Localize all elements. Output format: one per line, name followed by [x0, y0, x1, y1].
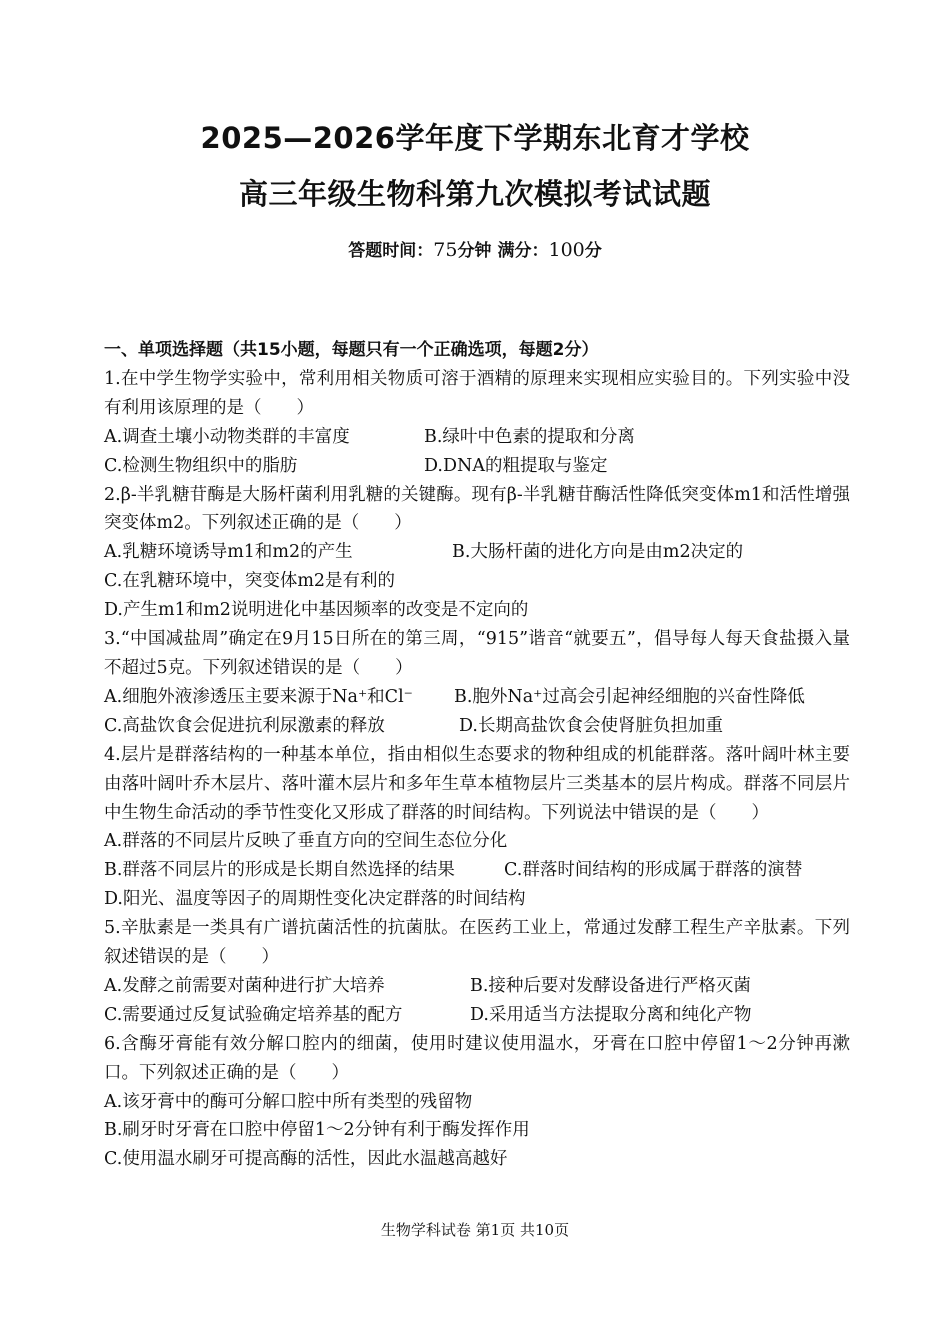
option-b: B.刷牙时牙膏在口腔中停留1～2分钟有利于酶发挥作用	[104, 1120, 530, 1141]
question-5	[104, 914, 850, 1030]
option-row	[104, 1001, 850, 1030]
option-a: A.该牙膏中的酶可分解口腔中所有类型的残留物	[104, 1091, 473, 1112]
option-b: B.群落不同层片的形成是长期自然选择的结果	[104, 860, 455, 881]
option-c: C.使用温水刷牙可提高酶的活性，因此水温越高越好	[104, 1149, 508, 1170]
time-label: 答题时间：	[348, 241, 434, 261]
option-c: C.在乳糖环境中，突变体m2是有利的	[104, 571, 396, 592]
option-d: D.长期高盐饮食会使肾脏负担加重	[459, 715, 723, 736]
question-stem: 4.层片是群落结构的一种基本单位，指由相似生态要求的物种组成的机能群落。落叶阔叶林主要由落叶阔叶乔木层片、落叶灌木层片和多年生草本植物层片三类基本的层片构成。群落不同层片中生物生命活动的季节性变化又形成了群落的时间结构。下列说法中错误的是（ ）	[104, 744, 850, 823]
question-stem: 3.“中国减盐周”确定在9月15日所在的第三周，“915”谐音“就要五”，倡导每人每天食盐摄入量不超过5克。下列叙述错误的是（ ）	[104, 629, 850, 678]
option-row	[104, 683, 850, 712]
option-c: C.检测生物组织中的脂肪	[104, 455, 298, 476]
option-d: D.阳光、温度等因子的周期性变化决定群落的时间结构	[104, 889, 526, 910]
option-c: C.需要通过反复试验确定培养基的配方	[104, 1004, 403, 1025]
time-value: 75	[433, 239, 458, 261]
option-a: A.发酵之前需要对菌种进行扩大培养	[104, 975, 385, 996]
time-unit: 分钟	[457, 241, 492, 261]
option-c: C.高盐饮食会促进抗利尿激素的释放	[104, 715, 385, 736]
option-row	[104, 856, 850, 885]
exam-info	[0, 236, 950, 261]
option-b: B.大肠杆菌的进化方向是由m2决定的	[452, 542, 744, 563]
option-a: A.细胞外液渗透压主要来源于Na⁺和Cl⁻	[104, 686, 413, 707]
question-stem: 2.β-半乳糖苷酶是大肠杆菌利用乳糖的关键酶。现有β-半乳糖苷酶活性降低突变体m1和活性增强突变体m2。下列叙述正确的是（ ）	[104, 484, 850, 534]
question-stem: 6.含酶牙膏能有效分解口腔内的细菌，使用时建议使用温水，牙膏在口腔中停留1～2分钟再漱口。下列叙述正确的是（ ）	[104, 1033, 850, 1083]
option-d: D.DNA的粗提取与鉴定	[424, 455, 608, 476]
question-2	[104, 481, 850, 626]
exam-title-line2: 高三年级生物科第九次模拟考试试题	[238, 177, 711, 211]
option-a: A.调查土壤小动物类群的丰富度	[104, 426, 350, 447]
question-4	[104, 741, 850, 914]
option-a: A.乳糖环境诱导m1和m2的产生	[104, 542, 353, 563]
question-6	[104, 1030, 850, 1175]
score-label: 满分：	[497, 241, 549, 261]
score-value: 100	[548, 239, 585, 261]
question-3	[104, 625, 850, 741]
question-1	[104, 365, 850, 481]
option-row	[104, 972, 850, 1001]
option-row	[104, 712, 850, 741]
option-a: A.群落的不同层片反映了垂直方向的空间生态位分化	[104, 831, 508, 852]
exam-title-line1: 2025—2026学年度下学期东北育才学校	[200, 121, 750, 155]
question-stem: 1.在中学生物学实验中，常利用相关物质可溶于酒精的原理来实现相应实验目的。下列实验中没有利用该原理的是（ ）	[104, 368, 850, 418]
option-row	[104, 423, 850, 452]
option-row	[104, 538, 850, 567]
option-row	[104, 452, 850, 481]
score-unit: 分	[584, 241, 602, 261]
option-c: C.群落时间结构的形成属于群落的演替	[504, 860, 803, 881]
option-b: B.绿叶中色素的提取和分离	[424, 426, 635, 447]
question-stem: 5.辛肽素是一类具有广谱抗菌活性的抗菌肽。在医药工业上，常通过发酵工程生产辛肽素。下列叙述错误的是（ ）	[104, 918, 850, 968]
page-footer: 生物学科试卷 第1页 共10页	[380, 1221, 570, 1239]
option-b: B.接种后要对发酵设备进行严格灭菌	[470, 975, 751, 996]
option-d: D.采用适当方法提取分离和纯化产物	[470, 1004, 752, 1025]
section-heading: 一、单项选择题（共15小题，每题只有一个正确选项，每题2分）	[104, 340, 599, 360]
exam-content	[104, 336, 850, 1174]
option-d: D.产生m1和m2说明进化中基因频率的改变是不定向的	[104, 600, 529, 621]
option-b: B.胞外Na⁺过高会引起神经细胞的兴奋性降低	[454, 686, 805, 707]
